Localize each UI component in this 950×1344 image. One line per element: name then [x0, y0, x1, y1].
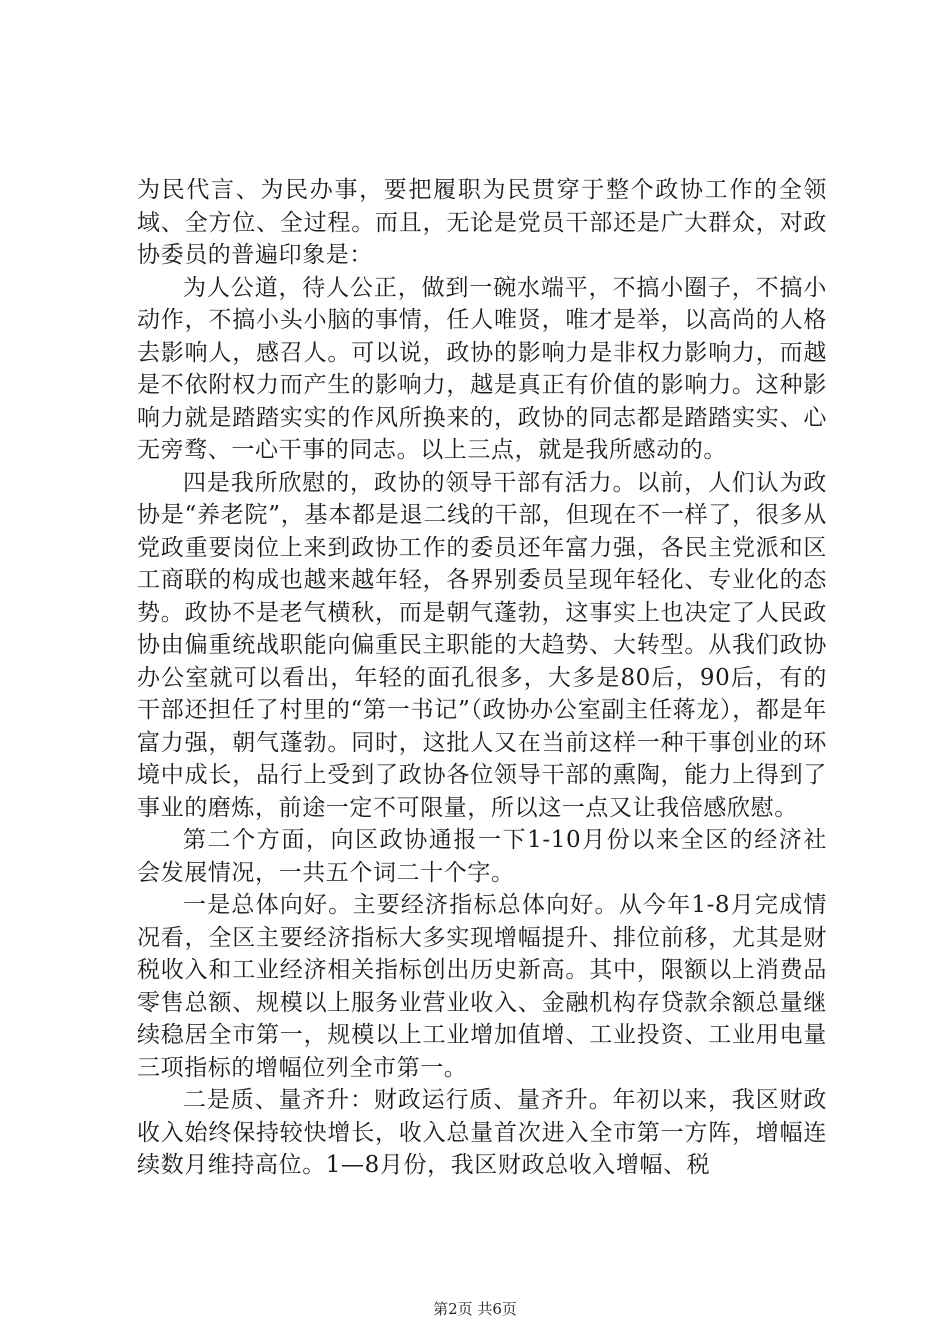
- paragraph-second-aspect: 第二个方面，向区政协通报一下1-10月份以来全区的经济社会发展情况，一共五个词二十个字。: [137, 827, 827, 886]
- body-text: [137, 174, 827, 1182]
- paragraph-vitality: 四是我所欣慰的，政协的领导干部有活力。以前，人们认为政协是“养老院”，基本都是退二线的干部，但现在不一样了，很多从党政重要岗位上来到政协工作的委员还年富力强，各民主党派和区工商联的构成也越来越年轻，各界别委员呈现年轻化、专业化的态势。政协不是老气横秋，而是朝气蓬勃，这事实上也决定了人民政协由偏重统战职能向偏重民主职能的大趋势、大转型。从我们政协办公室就可以看出，年轻的面孔很多，大多是80后，90后，有的干部还担任了村里的“第一书记”（政协办公室副主任蒋龙），都是年富力强，朝气蓬勃。同时，这批人又在当前这样一种干事创业的环境中成长，品行上受到了政协各位领导干部的熏陶，能力上得到了事业的磨炼，前途一定不可限量，所以这一点又让我倍感欣慰。: [137, 469, 827, 821]
- paragraph-quality-quantity: 二是质、量齐升：财政运行质、量齐升。年初以来，我区财政收入始终保持较快增长，收入总量首次进入全市第一方阵，增幅连续数月维持高位。1—8月份，我区财政总收入增幅、税: [137, 1087, 827, 1178]
- page-number-footer: 第2页 共6页: [433, 1300, 517, 1318]
- paragraph-fairness: 为人公道，待人公正，做到一碗水端平，不搞小圈子，不搞小动作，不搞小头小脑的事情，任人唯贤，唯才是举，以高尚的人格去影响人，感召人。可以说，政协的影响力是非权力影响力，而越是不依附权力而产生的影响力，越是真正有价值的影响力。这种影响力就是踏踏实实的作风所换来的，政协的同志都是踏踏实实、心无旁骛、一心干事的同志。以上三点，就是我所感动的。: [137, 274, 827, 463]
- paragraph-overall-improvement: 一是总体向好。主要经济指标总体向好。从今年1-8月完成情况看，全区主要经济指标大多实现增幅提升、排位前移，尤其是财税收入和工业经济相关指标创出历史新高。其中，限额以上消费品零售总额、规模以上服务业营业收入、金融机构存贷款余额总量继续稳居全市第一，规模以上工业增加值增、工业投资、工业用电量三项指标的增幅位列全市第一。: [137, 892, 827, 1081]
- paragraph-continuation: 为民代言、为民办事，要把履职为民贯穿于整个政协工作的全领域、全方位、全过程。而且，无论是党员干部还是广大群众，对政协委员的普遍印象是：: [137, 177, 827, 268]
